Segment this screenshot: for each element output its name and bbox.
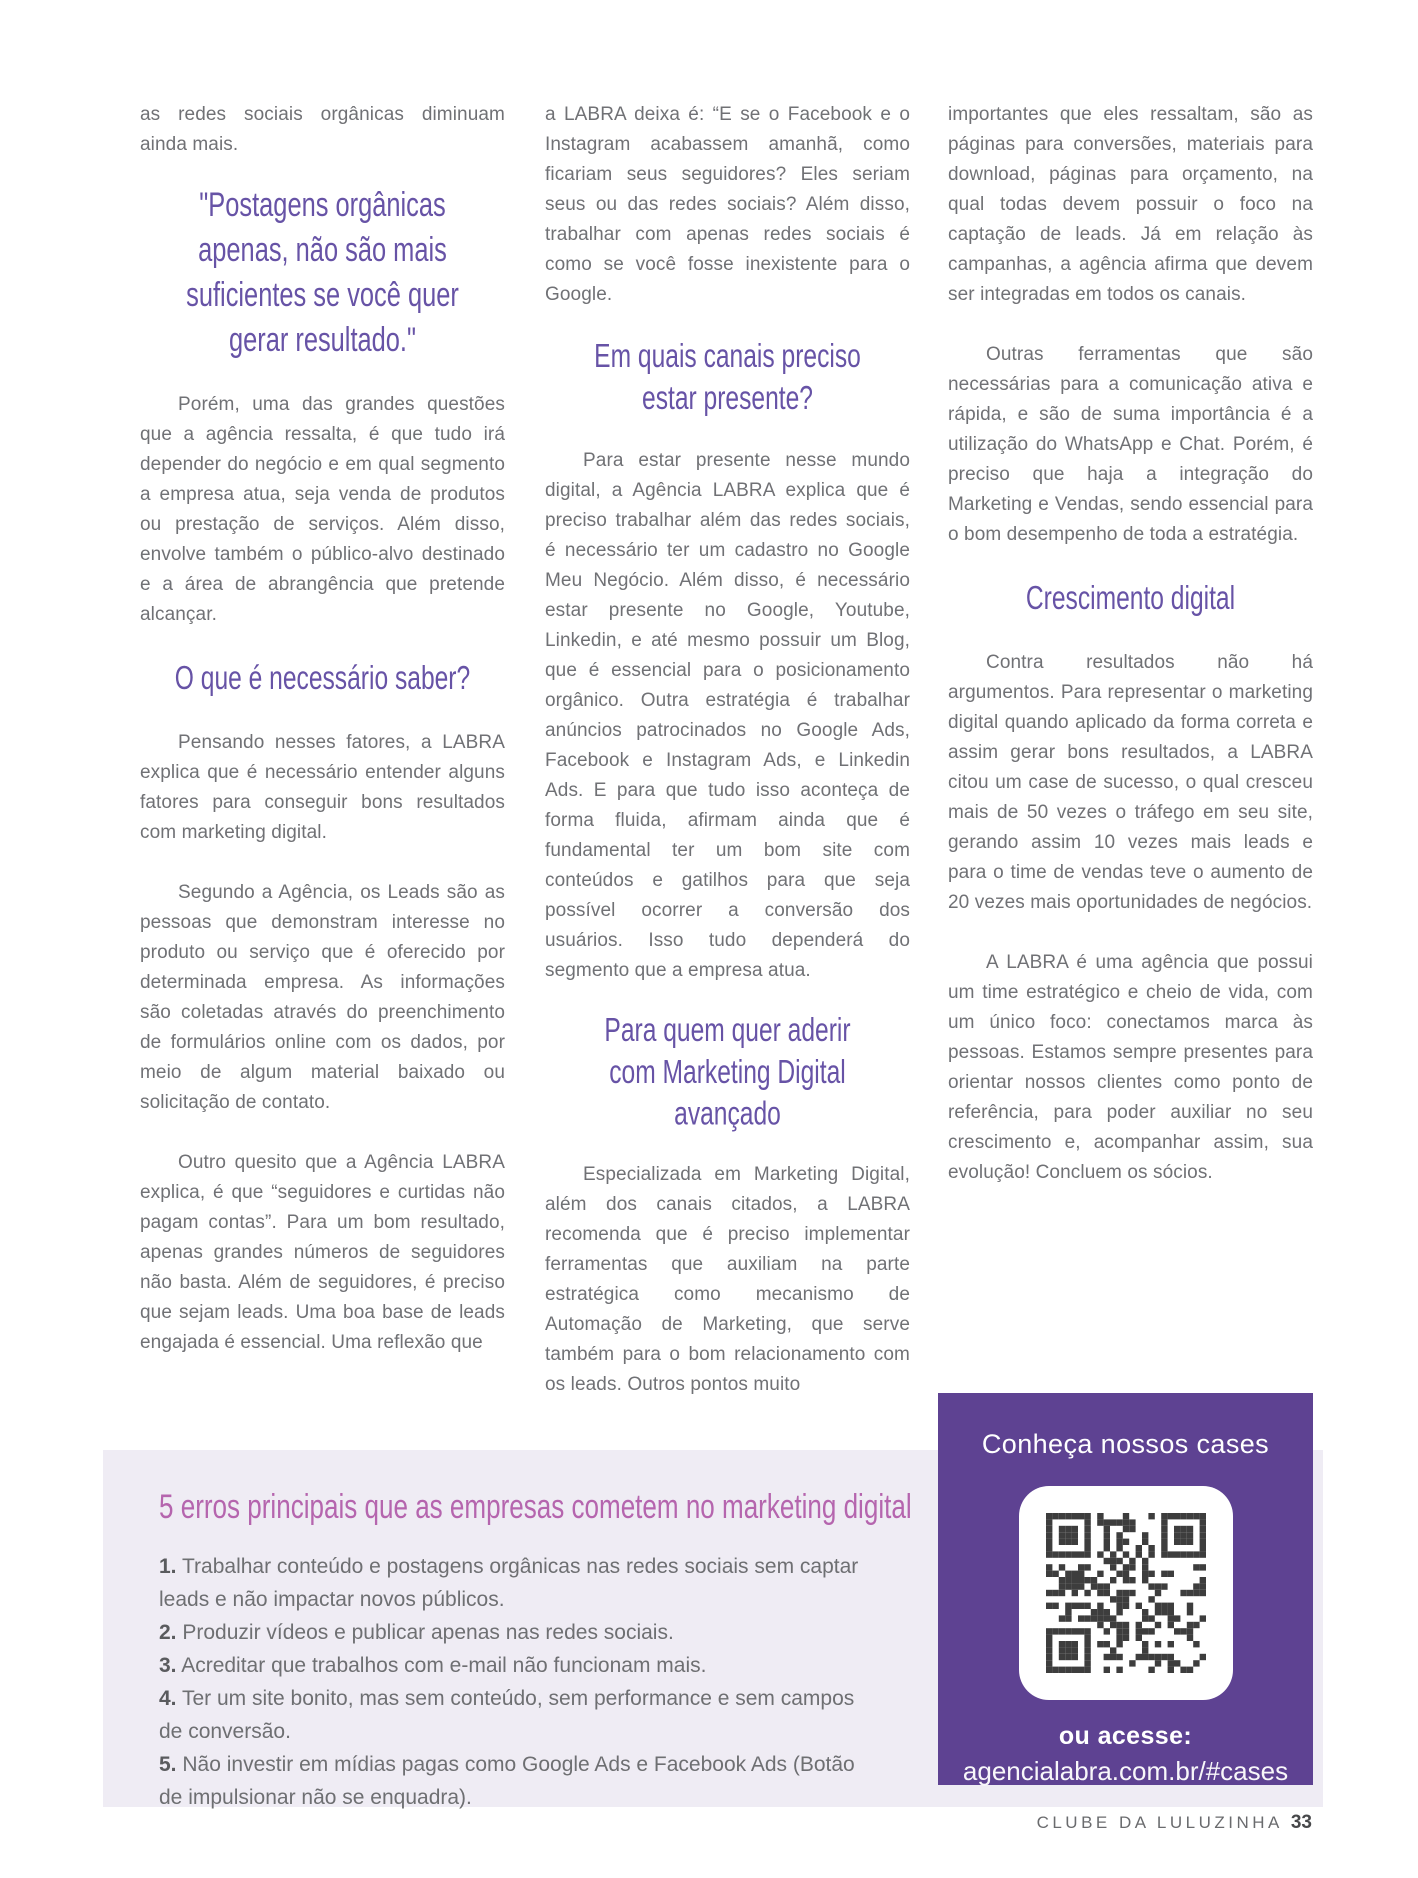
section-heading: Crescimento digital (1025, 580, 1236, 617)
list-item-text: Trabalhar conteúdo e postagens orgânicas nas redes sociais sem captar leads e não impactar novos públicos. (159, 1555, 859, 1611)
paragraph: Porém, uma das grandes questões que a agência ressalta, é que tudo irá depender do negócio e em qual segmento a empresa atua, seja venda de produtos ou prestação de serviços. Além disso, envolve também o público-alvo destinado e a área de abrangência que pretende alcançar. (140, 394, 505, 625)
errors-box-title: 5 erros principais que as empresas cometem no marketing digital (159, 1487, 912, 1526)
column-3 (948, 100, 1313, 1218)
paragraph-continuation: a LABRA deixa é: “E se o Facebook e o Instagram acabassem amanhã, como ficariam seus seguidores? Eles seriam seus ou das redes sociais? Além disso, trabalhar com apenas redes sociais é como se você fosse inexistente para o Google. (545, 104, 910, 305)
list-item-text: Acreditar que trabalhos com e-mail não funcionam mais. (181, 1654, 707, 1677)
paragraph-continuation: as redes sociais orgânicas diminuam ainda mais. (140, 104, 505, 155)
cases-url: agencialabra.com.br/#cases (962, 1756, 1289, 1786)
list-item-text: Não investir em mídias pagas como Google Ads e Facebook Ads (Botão de impulsionar não se enquadra). (159, 1753, 855, 1809)
list-item (159, 1616, 865, 1649)
section-heading: O que é necessário saber? (174, 660, 471, 697)
qr-code-icon (1019, 1486, 1233, 1700)
cases-box (938, 1393, 1313, 1785)
column-1 (140, 100, 505, 1388)
column-2 (545, 100, 910, 1430)
list-item-text: Ter um site bonito, mas sem conteúdo, sem performance e sem campos de conversão. (159, 1687, 855, 1743)
list-item (159, 1550, 865, 1616)
cases-cta-label: ou acesse: (1058, 1722, 1193, 1750)
paragraph: Especializada em Marketing Digital, além dos canais citados, a LABRA recomenda que é preciso implementar ferramentas que auxiliam na parte estratégica como mecanismo de Automação de Marketing, que serve também para o bom relacionamento com os leads. Outros pontos muito (545, 1164, 910, 1395)
errors-list (159, 1550, 865, 1814)
paragraph-continuation: importantes que eles ressaltam, são as páginas para conversões, materiais para download, páginas para orçamento, na qual todas devem possuir o foco na captação de leads. Já em relação às campanhas, a agência afirma que devem ser integradas em todos os canais. (948, 104, 1313, 305)
magazine-name: CLUBE DA LULUZINHA (1036, 1813, 1283, 1832)
page-footer (1037, 1812, 1312, 1834)
list-item-number: 3. (159, 1654, 177, 1677)
paragraph: Segundo a Agência, os Leads são as pessoas que demonstram interesse no produto ou serviço que é oferecido por determinada empresa. As informações são coletadas através do preenchimento de formulários online com os dados, por meio de algum material baixado ou solicitação de contato. (140, 882, 505, 1113)
paragraph: Para estar presente nesse mundo digital, a Agência LABRA explica que é preciso trabalhar além das redes sociais, é necessário ter um cadastro no Google Meu Negócio. Além disso, é necessário estar presente no Google, Youtube, Linkedin, e até mesmo possuir um Blog, que é essencial para o posicionamento orgânico. Outra estratégia é trabalhar anúncios patrocinados no Google Ads, Facebook e Instagram Ads, e Linkedin Ads. E para que tudo isso aconteça de forma fluida, afirmam ainda que é fundamental ter um bom site com conteúdos e gatilhos para que seja possível ocorrer a conversão dos usuários. Isso tudo dependerá do segmento que a empresa atua. (545, 450, 910, 981)
cases-box-title: Conheça nossos cases (981, 1429, 1270, 1459)
section-heading: Em quais canais preciso estar presente? (594, 338, 861, 417)
paragraph: Pensando nesses fatores, a LABRA explica que é necessário entender alguns fatores para conseguir bons resultados com marketing digital. (140, 732, 505, 843)
list-item (159, 1682, 865, 1748)
list-item (159, 1649, 865, 1682)
paragraph: Outras ferramentas que são necessárias para a comunicação ativa e rápida, e são de suma importância é a utilização do WhatsApp e Chat. Porém, é preciso que haja a integração do Marketing e Vendas, sendo essencial para o bom desempenho de toda a estratégia. (948, 344, 1313, 545)
paragraph: Contra resultados não há argumentos. Para representar o marketing digital quando aplicado da forma correta e assim gerar bons resultados, a LABRA citou um case de sucesso, o qual cresceu mais de 50 vezes o tráfego em seu site, gerando assim 10 vezes mais leads e para o time de vendas teve o aumento de 20 vezes mais oportunidades de negócios. (948, 652, 1313, 913)
section-heading: Para quem quer aderir com Marketing Digital avançado (604, 1012, 851, 1133)
paragraph: Outro quesito que a Agência LABRA explica, é que “seguidores e curtidas não pagam contas”. Para um bom resultado, apenas grandes números de seguidores não basta. Além de seguidores, é preciso que sejam leads. Uma boa base de leads engajada é essencial. Uma reflexão que (140, 1152, 505, 1353)
pull-quote: "Postagens orgânicas apenas, não são mais suficientes se você quer gerar resultado." (186, 185, 459, 359)
list-item-text: Produzir vídeos e publicar apenas nas redes sociais. (182, 1621, 674, 1644)
paragraph: A LABRA é uma agência que possui um time estratégico e cheio de vida, com um único foco: conectamos marca às pessoas. Estamos sempre presentes para orientar nossos clientes como ponto de referência, para poder auxiliar no seu crescimento e, acompanhar assim, sua evolução! Concluem os sócios. (948, 952, 1313, 1183)
list-item-number: 5. (159, 1753, 177, 1776)
list-item (159, 1748, 865, 1814)
page-number: 33 (1290, 1812, 1312, 1833)
list-item-number: 4. (159, 1687, 177, 1710)
list-item-number: 1. (159, 1555, 177, 1578)
list-item-number: 2. (159, 1621, 177, 1644)
